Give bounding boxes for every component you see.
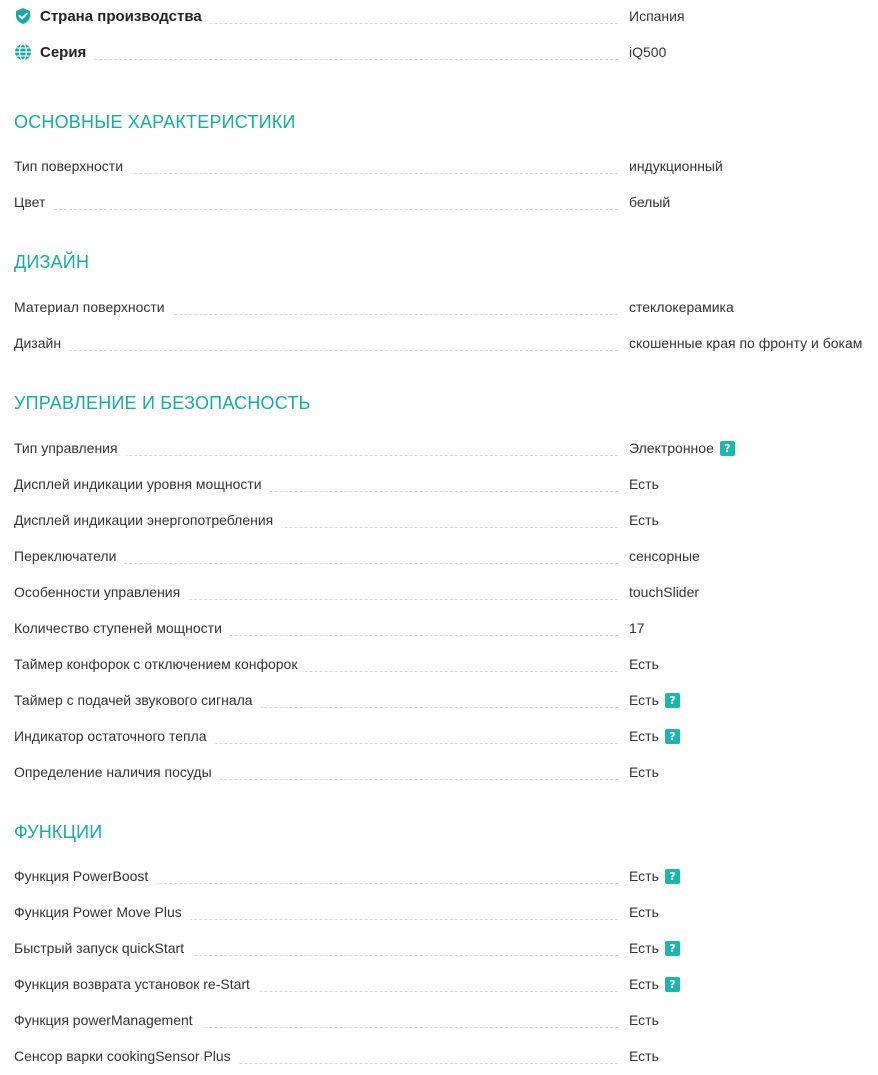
help-icon[interactable]: ? bbox=[665, 869, 680, 884]
spec-row bbox=[14, 690, 878, 710]
spec-label: Дисплей индикации уровня мощности bbox=[14, 476, 270, 492]
spec-row bbox=[14, 726, 878, 746]
help-icon[interactable]: ? bbox=[665, 693, 680, 708]
spec-label: Дисплей индикации энергопотребления bbox=[14, 512, 281, 528]
spec-value: индукционный bbox=[629, 158, 723, 174]
spec-value bbox=[629, 976, 680, 992]
spec-row bbox=[14, 510, 878, 530]
spec-row bbox=[14, 474, 878, 494]
spec-label: Сенсор варки cookingSensor Plus bbox=[14, 1048, 239, 1064]
spec-value bbox=[629, 692, 680, 708]
spec-row bbox=[14, 938, 878, 958]
spec-row bbox=[14, 546, 878, 566]
spec-label: Цвет bbox=[14, 194, 53, 210]
help-icon[interactable]: ? bbox=[665, 729, 680, 744]
section-title-design: ДИЗАЙН bbox=[14, 252, 90, 272]
spec-label: Переключатели bbox=[14, 548, 124, 564]
spec-row bbox=[14, 582, 878, 602]
spec-label bbox=[14, 7, 210, 25]
spec-label: Таймер конфорок с отключением конфорок bbox=[14, 656, 305, 672]
spec-row bbox=[14, 762, 878, 782]
spec-value bbox=[629, 440, 735, 456]
spec-label: Функция возврата установок re-Start bbox=[14, 976, 258, 992]
spec-label: Функция powerManagement bbox=[14, 1012, 201, 1028]
spec-value: Есть bbox=[629, 904, 659, 920]
spec-label: Таймер с подачей звукового сигнала bbox=[14, 692, 261, 708]
spec-row-country bbox=[14, 6, 878, 26]
spec-value-text: Есть bbox=[629, 976, 659, 992]
spec-value: Есть bbox=[629, 1048, 659, 1064]
spec-row bbox=[14, 333, 878, 353]
spec-label: Быстрый запуск quickStart bbox=[14, 940, 192, 956]
spec-value: Испания bbox=[629, 8, 685, 24]
spec-value bbox=[629, 728, 680, 744]
spec-label: Функция Power Move Plus bbox=[14, 904, 190, 920]
spec-row bbox=[14, 1010, 878, 1030]
spec-row bbox=[14, 974, 878, 994]
section-title-main: ОСНОВНЫЕ ХАРАКТЕРИСТИКИ bbox=[14, 112, 296, 132]
spec-row bbox=[14, 156, 878, 176]
spec-value: iQ500 bbox=[629, 44, 667, 60]
spec-row-series bbox=[14, 42, 878, 62]
dotted-leader bbox=[14, 209, 618, 210]
help-icon[interactable]: ? bbox=[665, 977, 680, 992]
spec-label: Количество ступеней мощности bbox=[14, 620, 230, 636]
spec-label: Дизайн bbox=[14, 335, 69, 351]
help-icon[interactable]: ? bbox=[665, 941, 680, 956]
spec-value: Есть bbox=[629, 656, 659, 672]
spec-value-text: Есть bbox=[629, 940, 659, 956]
spec-label: Индикатор остаточного тепла bbox=[14, 728, 215, 744]
spec-value-text: Есть bbox=[629, 728, 659, 744]
spec-value: Есть bbox=[629, 476, 659, 492]
spec-label: Материал поверхности bbox=[14, 299, 173, 315]
spec-row bbox=[14, 866, 878, 886]
spec-value: белый bbox=[629, 194, 671, 210]
spec-row bbox=[14, 192, 878, 212]
section-title-control: УПРАВЛЕНИЕ И БЕЗОПАСНОСТЬ bbox=[14, 393, 311, 413]
dotted-leader bbox=[14, 350, 618, 351]
spec-value: 17 bbox=[629, 620, 645, 636]
spec-label: Определение наличия посуды bbox=[14, 764, 220, 780]
spec-row bbox=[14, 297, 878, 317]
spec-value: Есть bbox=[629, 512, 659, 528]
dotted-leader bbox=[14, 59, 618, 60]
spec-value bbox=[629, 868, 680, 884]
spec-value-text: Есть bbox=[629, 868, 659, 884]
spec-label: Тип управления bbox=[14, 440, 126, 456]
shield-check-icon bbox=[14, 7, 32, 25]
spec-value: touchSlider bbox=[629, 584, 700, 600]
spec-row bbox=[14, 438, 878, 458]
spec-label bbox=[14, 43, 94, 61]
spec-row bbox=[14, 902, 878, 922]
spec-value: Есть bbox=[629, 764, 659, 780]
spec-value: стеклокерамика bbox=[629, 299, 734, 315]
section-title-functions: ФУНКЦИИ bbox=[14, 822, 103, 842]
spec-label-text: Страна производства bbox=[40, 7, 202, 25]
spec-value-text: Электронное bbox=[629, 440, 714, 456]
spec-value: сенсорные bbox=[629, 548, 700, 564]
help-icon[interactable]: ? bbox=[720, 441, 735, 456]
spec-value: Есть bbox=[629, 1012, 659, 1028]
spec-label-text: Серия bbox=[40, 43, 87, 61]
spec-row bbox=[14, 1046, 878, 1066]
spec-value bbox=[629, 940, 680, 956]
spec-row bbox=[14, 618, 878, 638]
spec-label: Особенности управления bbox=[14, 584, 188, 600]
spec-value: скошенные края по фронту и бокам bbox=[629, 335, 863, 351]
spec-label: Тип поверхности bbox=[14, 158, 131, 174]
spec-value-text: Есть bbox=[629, 692, 659, 708]
spec-label: Функция PowerBoost bbox=[14, 868, 156, 884]
globe-icon bbox=[14, 43, 32, 61]
spec-row bbox=[14, 654, 878, 674]
